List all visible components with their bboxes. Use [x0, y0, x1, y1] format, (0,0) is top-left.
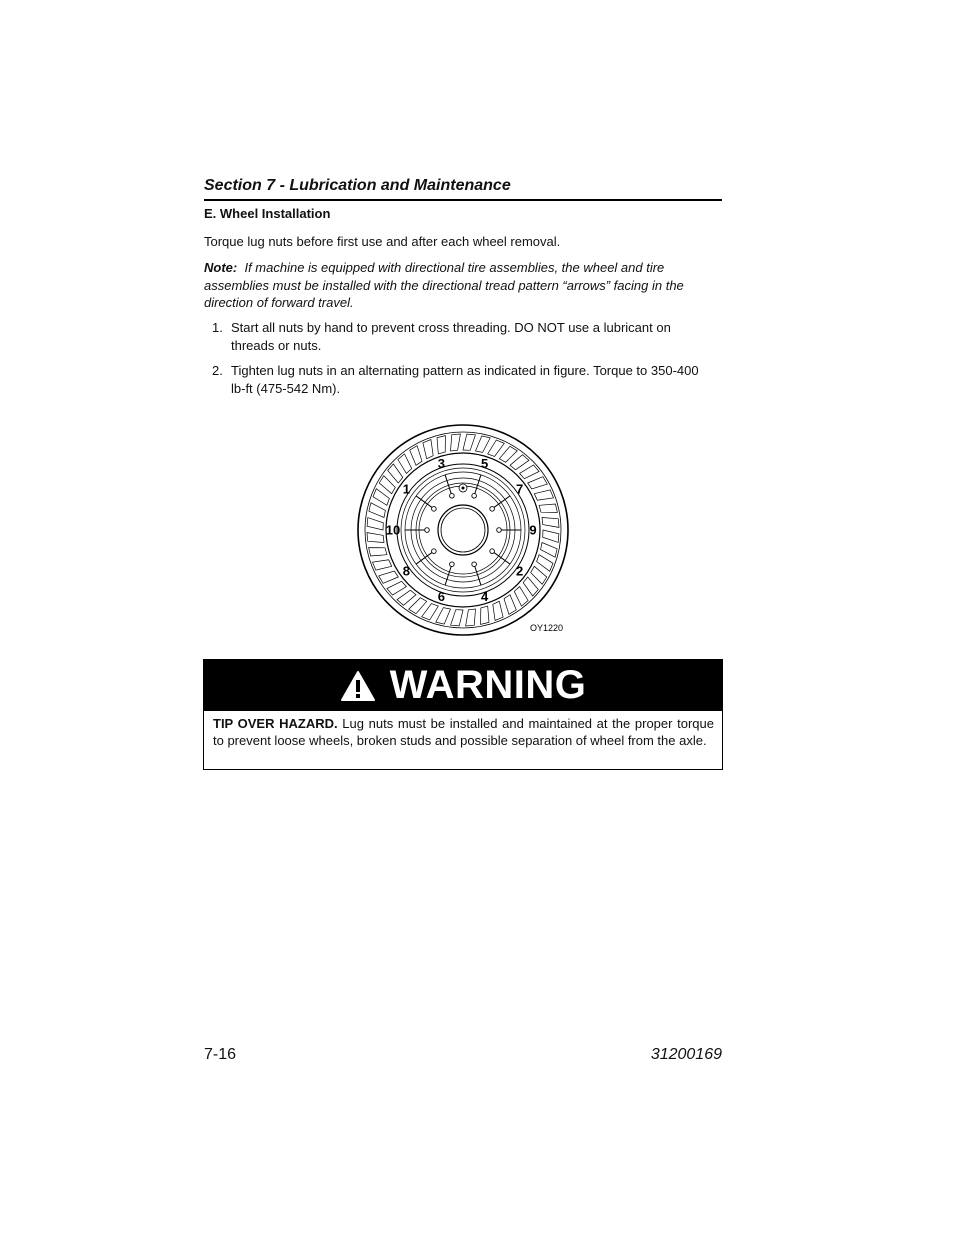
hazard-label: TIP OVER HAZARD. — [213, 716, 338, 731]
lug-nut — [490, 549, 495, 554]
subheading: E. Wheel Installation — [204, 206, 331, 221]
note-text: If machine is equipped with directional tire assemblies, the wheel and tire assemblies must be installed with the directional tread pattern “arrows” facing in the direction of forward travel. — [204, 260, 684, 310]
step-1 — [212, 319, 712, 354]
warning-header — [204, 660, 722, 711]
intro-paragraph: Torque lug nuts before first use and after each wheel removal. — [204, 234, 561, 249]
hub-outer — [438, 505, 488, 555]
warning-box — [203, 659, 723, 770]
lug-number-label: 5 — [481, 455, 489, 471]
lug-nut — [472, 562, 477, 567]
lug-number-label: 10 — [385, 522, 401, 538]
lug-number-label: 7 — [516, 481, 524, 497]
warning-body — [204, 711, 722, 749]
figure-id: OY1220 — [530, 623, 564, 633]
lug-nut — [432, 507, 437, 512]
note-label: Note: — [204, 260, 238, 275]
note-paragraph — [204, 259, 722, 312]
step-2 — [212, 362, 712, 397]
step-number: 1. — [212, 320, 223, 335]
lug-nut — [497, 528, 502, 533]
lug-number-label: 2 — [516, 563, 524, 579]
lug-number-label: 6 — [437, 589, 445, 605]
wheel-figure — [350, 420, 580, 640]
step-number: 2. — [212, 363, 223, 378]
lug-number-label: 9 — [529, 522, 537, 538]
section-title: Section 7 - Lubrication and Maintenance — [204, 177, 722, 201]
document-number: 31200169 — [650, 1046, 722, 1063]
lug-nut — [432, 549, 437, 554]
step-text: Tighten lug nuts in an alternating pattern as indicated in figure. Torque to 350-400 lb-ft (475-542 Nm). — [231, 363, 699, 396]
wheel-diagram — [350, 420, 580, 640]
step-text: Start all nuts by hand to prevent cross threading. DO NOT use a lubricant on threads or nuts. — [231, 320, 671, 353]
lug-nut — [450, 493, 455, 498]
lug-number-label: 4 — [481, 589, 489, 605]
lug-nut — [490, 507, 495, 512]
page-number: 7-16 — [204, 1046, 237, 1063]
warning-word: WARNING — [389, 663, 587, 707]
warning-triangle-icon — [340, 670, 376, 702]
lug-number-label: 3 — [437, 455, 445, 471]
hazard-text: Lug nuts must be installed and maintained at the proper torque to prevent loose wheels, broken studs and possible separation of wheel from the axle. — [213, 716, 714, 748]
lug-nut — [450, 562, 455, 567]
lug-nut — [472, 493, 477, 498]
lug-number-label: 1 — [402, 481, 410, 497]
valve-stem-center — [462, 487, 465, 490]
lug-number-label: 8 — [402, 563, 410, 579]
lug-nut — [425, 528, 430, 533]
